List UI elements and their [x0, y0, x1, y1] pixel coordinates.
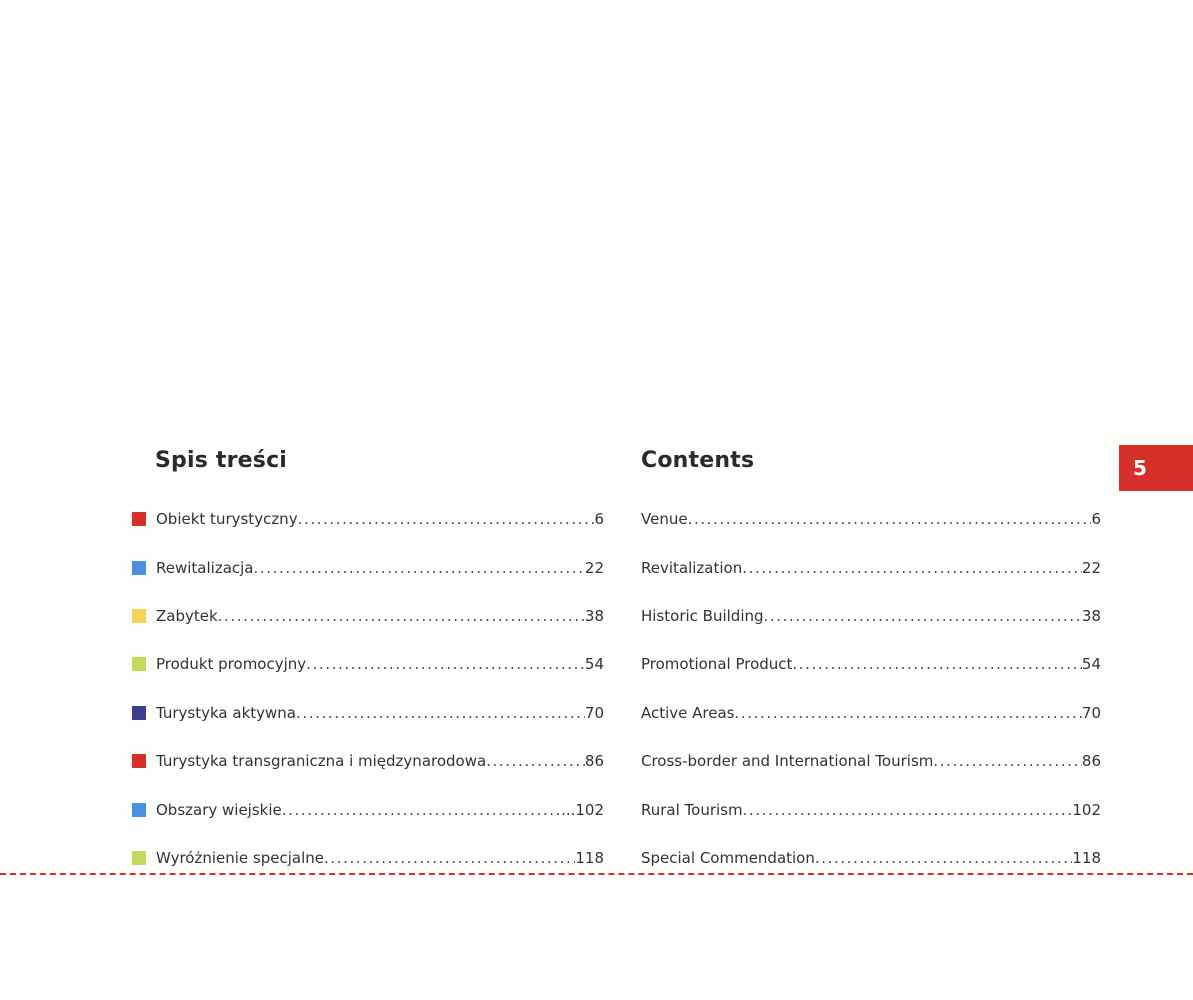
dot-leader — [324, 849, 575, 867]
category-color-square — [132, 561, 146, 575]
dashed-cut-line — [0, 873, 1193, 875]
toc-entry-label: Rewitalizacja — [156, 558, 254, 577]
toc-entry-page: 102 — [1072, 800, 1101, 819]
toc-entry-label: Venue — [641, 510, 688, 529]
toc-entry-page: 22 — [584, 558, 604, 577]
toc-entry[interactable] — [641, 495, 1101, 543]
category-color-square — [132, 609, 146, 623]
toc-entry[interactable] — [641, 592, 1101, 640]
dot-leader — [743, 801, 1073, 819]
toc-entry-label: Special Commendation — [641, 848, 815, 867]
toc-entry-page: 6 — [1091, 510, 1101, 529]
toc-entry-label: Rural Tourism — [641, 800, 743, 819]
toc-entry-label: Obszary wiejskie — [156, 800, 282, 819]
dot-leader — [792, 655, 1082, 673]
page-number-tab: 5 — [1119, 445, 1193, 491]
dot-leader — [306, 655, 585, 673]
category-color-square — [132, 851, 146, 865]
toc-entry[interactable] — [132, 495, 604, 543]
category-color-square — [132, 706, 146, 720]
category-color-square — [132, 512, 146, 526]
dot-leader — [742, 559, 1082, 577]
toc-entry[interactable] — [641, 640, 1101, 688]
dot-leader — [282, 801, 561, 819]
toc-entry-page: 118 — [575, 848, 604, 867]
toc-entry-label: Produkt promocyjny — [156, 655, 307, 674]
toc-entry-label: Turystyka transgraniczna i międzynarodowa — [156, 752, 487, 771]
dot-leader — [815, 849, 1072, 867]
toc-entry[interactable] — [641, 785, 1101, 833]
category-color-square — [132, 657, 146, 671]
toc-entry[interactable] — [641, 737, 1101, 785]
toc-entry-page: 54 — [584, 655, 604, 674]
dot-leader — [218, 607, 585, 625]
dot-leader — [296, 704, 585, 722]
toc-list-polish — [132, 495, 604, 882]
toc-entry-page: 38 — [1081, 606, 1101, 625]
toc-entry-label: Historic Building — [641, 606, 764, 625]
toc-entry-page: 86 — [584, 752, 604, 771]
toc-entry[interactable] — [641, 543, 1101, 591]
toc-list-english — [641, 495, 1101, 882]
toc-heading-polish: Spis treści — [155, 448, 288, 473]
toc-entry-page: 86 — [1081, 752, 1101, 771]
toc-entry-page: 22 — [1081, 558, 1101, 577]
toc-entry-label: Wyróżnienie specjalne — [156, 848, 324, 867]
dot-leader — [933, 752, 1082, 770]
dot-leader — [735, 704, 1082, 722]
toc-entry-page: ...102 — [561, 800, 604, 819]
toc-heading-english: Contents — [641, 448, 755, 473]
toc-entry-label: Cross-border and International Tourism — [641, 752, 934, 771]
dot-leader — [298, 510, 595, 528]
toc-entry[interactable] — [132, 785, 604, 833]
toc-entry[interactable] — [132, 543, 604, 591]
toc-entry-page: 38 — [584, 606, 604, 625]
dot-leader — [486, 752, 585, 770]
dot-leader — [254, 559, 585, 577]
toc-entry-page: 6 — [594, 510, 604, 529]
toc-entry[interactable] — [641, 689, 1101, 737]
dot-leader — [764, 607, 1082, 625]
toc-entry-page: 70 — [584, 703, 604, 722]
toc-entry-label: Zabytek — [156, 606, 218, 625]
toc-entry-page: 54 — [1081, 655, 1101, 674]
category-color-square — [132, 754, 146, 768]
toc-entry-label: Revitalization — [641, 558, 743, 577]
toc-entry-label: Obiekt turystyczny — [156, 510, 298, 529]
toc-entry-page: 118 — [1072, 848, 1101, 867]
toc-entry[interactable] — [132, 689, 604, 737]
toc-entry-label: Turystyka aktywna — [156, 703, 296, 722]
category-color-square — [132, 803, 146, 817]
toc-entry-label: Promotional Product — [641, 655, 793, 674]
toc-entry[interactable] — [132, 737, 604, 785]
toc-entry-page: 70 — [1081, 703, 1101, 722]
dot-leader — [688, 510, 1092, 528]
toc-entry[interactable] — [132, 592, 604, 640]
toc-entry-label: Active Areas — [641, 703, 735, 722]
toc-entry[interactable] — [132, 640, 604, 688]
